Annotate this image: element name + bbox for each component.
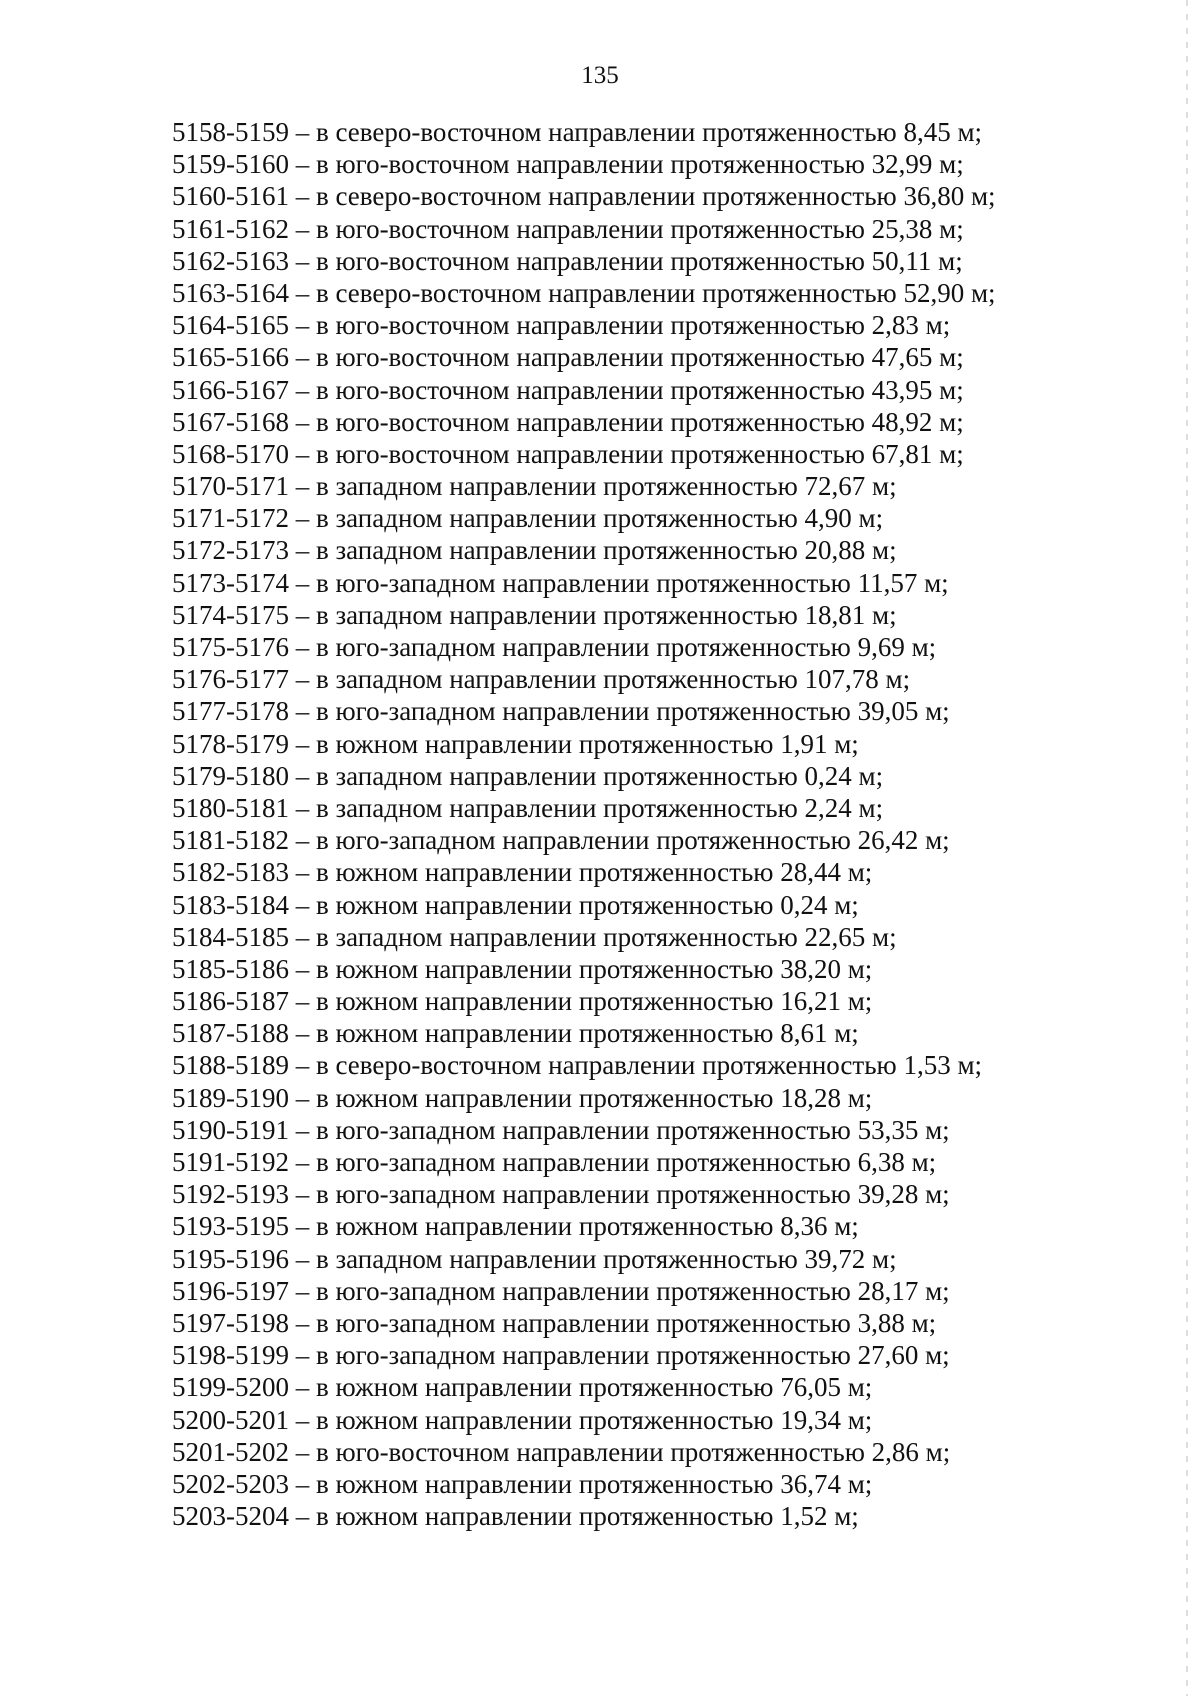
boundary-segment-line: 5159-5160 – в юго-восточном направлении протяженностью 32,99 м;: [172, 149, 964, 180]
boundary-segment-line: 5201-5202 – в юго-восточном направлении протяженностью 2,86 м;: [172, 1436, 951, 1467]
boundary-segment-line: 5168-5170 – в юго-восточном направлении протяженностью 67,81 м;: [172, 438, 964, 469]
boundary-segment-line: 5183-5184 – в южном направлении протяженностью 0,24 м;: [172, 889, 859, 920]
page-number: 135: [581, 62, 619, 89]
boundary-segment-line: 5164-5165 – в юго-восточном направлении протяженностью 2,83 м;: [172, 310, 951, 341]
boundary-segment-line: 5175-5176 – в юго-западном направлении протяженностью 9,69 м;: [172, 632, 937, 662]
boundary-segment-line: 5174-5175 – в западном направлении протяженностью 18,81 м;: [172, 599, 897, 630]
boundary-segment-line: 5203-5204 – в южном направлении протяженностью 1,52 м;: [172, 1501, 859, 1532]
boundary-segment-line: 5166-5167 – в юго-восточном направлении протяженностью 43,95 м;: [172, 374, 964, 405]
boundary-segment-line: 5186-5187 – в южном направлении протяженностью 16,21 м;: [172, 986, 873, 1017]
boundary-segment-line: 5165-5166 – в юго-восточном направлении протяженностью 47,65 м;: [172, 342, 964, 373]
boundary-segment-line: 5195-5196 – в западном направлении протяженностью 39,72 м;: [172, 1243, 897, 1274]
scan-edge-artifact: [1186, 0, 1188, 1696]
boundary-segment-line: 5171-5172 – в западном направлении протяженностью 4,90 м;: [172, 503, 884, 534]
boundary-segment-line: 5173-5174 – в юго-западном направлении протяженностью 11,57 м;: [172, 567, 949, 598]
boundary-segment-line: 5192-5193 – в юго-западном направлении протяженностью 39,28 м;: [172, 1179, 950, 1210]
boundary-segment-line: 5196-5197 – в юго-западном направлении протяженностью 28,17 м;: [172, 1275, 950, 1306]
boundary-segment-line: 5178-5179 – в южном направлении протяженностью 1,91 м;: [172, 728, 859, 759]
boundary-segment-line: 5167-5168 – в юго-восточном направлении протяженностью 48,92 м;: [172, 406, 964, 437]
boundary-segment-line: 5181-5182 – в юго-западном направлении протяженностью 26,42 м;: [172, 825, 950, 856]
boundary-segment-list: [172, 116, 996, 1532]
boundary-segment-line: 5202-5203 – в южном направлении протяженностью 36,74 м;: [172, 1468, 873, 1499]
boundary-segment-line: 5177-5178 – в юго-западном направлении протяженностью 39,05 м;: [172, 696, 950, 727]
boundary-segment-line: 5170-5171 – в западном направлении протяженностью 72,67 м;: [172, 471, 897, 502]
boundary-segment-line: 5199-5200 – в южном направлении протяженностью 76,05 м;: [172, 1372, 873, 1403]
boundary-segment-line: 5180-5181 – в западном направлении протяженностью 2,24 м;: [172, 792, 884, 823]
boundary-segment-line: 5200-5201 – в южном направлении протяженностью 19,34 м;: [172, 1404, 873, 1435]
boundary-segment-line: 5193-5195 – в южном направлении протяженностью 8,36 м;: [172, 1211, 859, 1242]
boundary-segment-line: 5163-5164 – в северо-восточном направлении протяженностью 52,90 м;: [172, 277, 996, 308]
boundary-segment-line: 5179-5180 – в западном направлении протяженностью 0,24 м;: [172, 760, 884, 791]
boundary-segment-line: 5188-5189 – в северо-восточном направлении протяженностью 1,53 м;: [172, 1050, 983, 1081]
boundary-segment-line: 5172-5173 – в западном направлении протяженностью 20,88 м;: [172, 535, 897, 566]
boundary-segment-line: 5184-5185 – в западном направлении протяженностью 22,65 м;: [172, 921, 897, 952]
boundary-segment-line: 5190-5191 – в юго-западном направлении протяженностью 53,35 м;: [172, 1114, 950, 1145]
boundary-segment-line: 5182-5183 – в южном направлении протяженностью 28,44 м;: [172, 857, 873, 888]
boundary-segment-line: 5197-5198 – в юго-западном направлении протяженностью 3,88 м;: [172, 1307, 937, 1338]
boundary-segment-line: 5158-5159 – в северо-восточном направлении протяженностью 8,45 м;: [172, 117, 983, 147]
boundary-segment-line: 5176-5177 – в западном направлении протяженностью 107,78 м;: [172, 664, 911, 695]
boundary-segment-line: 5187-5188 – в южном направлении протяженностью 8,61 м;: [172, 1018, 859, 1049]
boundary-segment-line: 5189-5190 – в южном направлении протяженностью 18,28 м;: [172, 1082, 873, 1113]
boundary-segment-line: 5191-5192 – в юго-западном направлении протяженностью 6,38 м;: [172, 1147, 937, 1177]
boundary-segment-line: 5185-5186 – в южном направлении протяженностью 38,20 м;: [172, 953, 873, 984]
boundary-segment-line: 5161-5162 – в юго-восточном направлении протяженностью 25,38 м;: [172, 213, 964, 244]
boundary-segment-line: 5160-5161 – в северо-восточном направлении протяженностью 36,80 м;: [172, 181, 996, 212]
boundary-segment-line: 5198-5199 – в юго-западном направлении протяженностью 27,60 м;: [172, 1340, 950, 1371]
boundary-segment-line: 5162-5163 – в юго-восточном направлении протяженностью 50,11 м;: [172, 245, 963, 276]
